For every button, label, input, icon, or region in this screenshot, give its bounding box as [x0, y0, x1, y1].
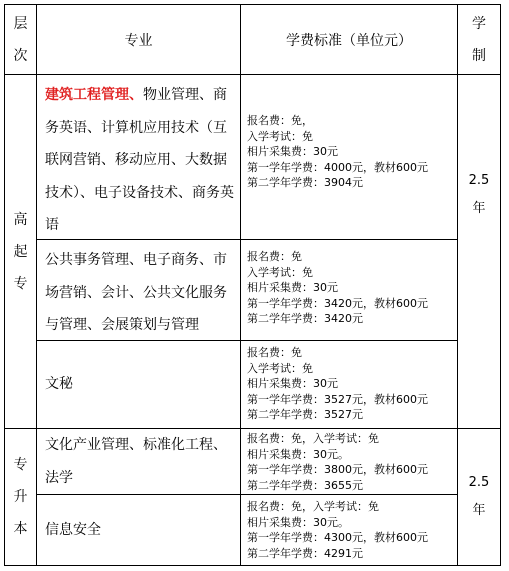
fee-line: 报名费：免，入学考试：免 — [247, 432, 379, 445]
fee-line: 第一学年学费：3527元，教材600元 — [247, 392, 428, 406]
level-char: 高 — [13, 211, 28, 228]
major-highlight: 建筑工程管理、 — [45, 87, 143, 103]
duration-value: 2.5 — [468, 475, 490, 490]
level-char: 专 — [13, 457, 28, 473]
fee-line: 相片采集费：30元。 — [247, 515, 349, 529]
major-text: 公共事务管理、电子商务、市场营销、会计、公共文化服务与管理、会展策划与管理 — [45, 252, 227, 333]
header-duration-char: 制 — [472, 47, 486, 64]
fee-line: 入学考试：免 — [247, 129, 313, 143]
major-cell — [37, 341, 240, 428]
level-char: 本 — [13, 521, 28, 537]
header-level — [5, 5, 36, 74]
duration-value: 2.5 — [468, 173, 490, 188]
level-char: 专 — [13, 275, 28, 292]
fee-line: 相片采集费：30元。 — [247, 447, 349, 461]
major-text: 信息安全 — [45, 521, 101, 538]
fee-line: 第二学年学费：3904元 — [247, 176, 363, 189]
major-cell — [37, 429, 240, 494]
fee-cell — [241, 75, 457, 239]
tuition-table — [4, 4, 501, 566]
header-duration-char: 学 — [472, 15, 486, 32]
fee-line: 相片采集费：30元 — [247, 377, 338, 390]
fee-cell — [241, 341, 457, 428]
major-cell — [37, 75, 240, 239]
level-char: 升 — [13, 489, 28, 505]
header-level-char: 层 — [13, 15, 28, 32]
fee-line: 相片采集费：30元 — [247, 281, 338, 294]
fee-line: 入学考试：免 — [247, 265, 313, 279]
level-cell — [5, 429, 36, 565]
fee-line: 报名费：免，入学考试：免 — [247, 500, 379, 513]
major-text: 文秘 — [45, 376, 73, 393]
level-char: 起 — [13, 243, 28, 260]
fee-line: 入学考试：免 — [247, 361, 313, 375]
header-fee: 学费标准（单位元） — [286, 32, 412, 49]
fee-line: 第一学年学费：3420元，教材600元 — [247, 296, 428, 310]
fee-cell — [241, 495, 457, 565]
fee-line: 第二学年学费：3420元 — [247, 312, 363, 325]
fee-line: 第二学年学费：3655元 — [247, 478, 363, 492]
fee-line: 第一学年学费：4000元，教材600元 — [247, 160, 428, 174]
header-duration — [458, 5, 500, 74]
fee-cell — [241, 429, 457, 494]
major-text: 文化产业管理、标准化工程、法学 — [45, 437, 227, 486]
fee-line: 相片采集费：30元 — [247, 145, 338, 158]
fee-line: 第二学年学费：4291元 — [247, 546, 363, 560]
fee-cell — [241, 240, 457, 340]
major-cell — [37, 240, 240, 340]
duration-unit: 年 — [472, 201, 486, 216]
fee-line: 第二学年学费：3527元 — [247, 408, 363, 421]
duration-cell — [458, 75, 500, 315]
fee-line: 报名费：免 — [247, 250, 302, 263]
major-text: 物业管理、商务英语、计算机应用技术（互联网营销、移动应用、大数据技术）、电子设备技术、商务英语 — [45, 87, 234, 233]
fee-line: 第一学年学费：3800元，教材600元 — [247, 463, 428, 476]
fee-line: 报名费：免 — [247, 346, 302, 359]
header-major: 专业 — [124, 32, 153, 49]
duration-unit: 年 — [472, 503, 486, 518]
header-level-char: 次 — [13, 47, 28, 64]
level-cell — [5, 75, 36, 428]
fee-line: 第一学年学费：4300元，教材600元 — [247, 531, 428, 544]
major-cell — [37, 495, 240, 565]
fee-line: 报名费：免， — [247, 114, 313, 127]
duration-cell — [458, 429, 500, 565]
